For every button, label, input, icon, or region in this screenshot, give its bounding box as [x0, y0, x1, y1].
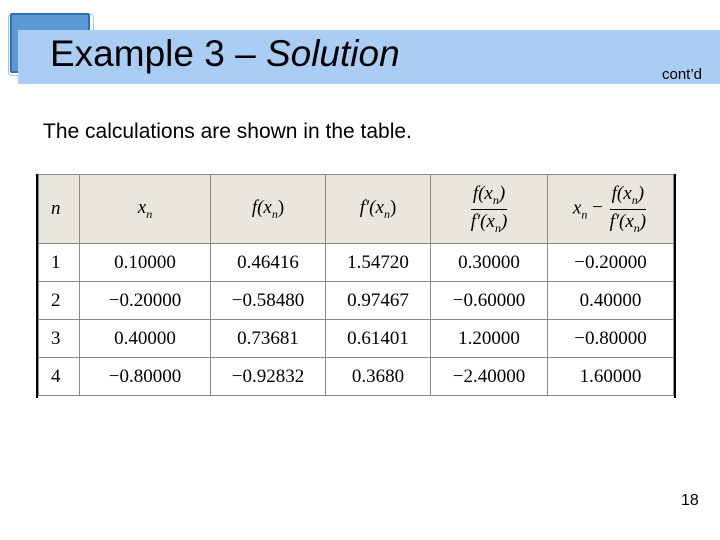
header-xn-sub: n: [146, 206, 153, 221]
nd-fp: f′(x: [609, 210, 634, 232]
title-italic: Solution: [265, 33, 400, 74]
cell-f: 0.73681: [211, 320, 326, 358]
cell-fprime: 1.54720: [326, 244, 431, 282]
calculation-table: [38, 174, 674, 396]
header-f: [211, 175, 326, 244]
cell-n: 2: [39, 282, 80, 320]
header-fp-text: f′(x: [359, 196, 384, 218]
header-f-sub: n: [271, 206, 278, 221]
next-x-fraction: [608, 183, 649, 236]
continued-label: cont’d: [662, 66, 703, 83]
table-row: [39, 358, 674, 396]
cell-next-x: −0.20000: [548, 244, 674, 282]
nd-paren: ): [639, 210, 647, 232]
quotient-denominator: [469, 210, 510, 236]
header-fprime: [326, 175, 431, 244]
cell-next-x: 1.60000: [548, 358, 674, 396]
cell-next-x: −0.80000: [548, 320, 674, 358]
header-f-text: f(x: [251, 196, 272, 218]
cell-n: 3: [39, 320, 80, 358]
page-number: 18: [681, 492, 699, 509]
cell-xn: −0.80000: [80, 358, 211, 396]
header-f-paren: ): [277, 196, 285, 218]
qn-f: f(x: [472, 182, 493, 204]
cell-f: 0.46416: [211, 244, 326, 282]
header-n-text: n: [51, 198, 61, 219]
cell-n: 4: [39, 358, 80, 396]
quotient-numerator: [471, 183, 507, 210]
qd-paren: ): [500, 210, 508, 232]
cell-xn: 0.10000: [80, 244, 211, 282]
qd-sub: n: [494, 220, 501, 235]
cell-f: −0.58480: [211, 282, 326, 320]
header-n: [39, 175, 80, 244]
cell-quotient: −0.60000: [431, 282, 548, 320]
cell-f: −0.92832: [211, 358, 326, 396]
slide-title: [50, 32, 400, 76]
header-quotient-fraction: [469, 183, 510, 236]
header-next-x: [548, 175, 674, 244]
nd-sub: n: [633, 220, 640, 235]
nn-f: f(x: [611, 182, 632, 204]
nn-paren: ): [637, 182, 645, 204]
nn-sub: n: [631, 192, 638, 207]
cell-xn: −0.20000: [80, 282, 211, 320]
header-fp-paren: ): [389, 196, 397, 218]
title-main: Example 3 –: [50, 33, 256, 74]
table-row: [39, 244, 674, 282]
newton-table: [36, 174, 676, 398]
qn-sub: n: [492, 192, 499, 207]
cell-n: 1: [39, 244, 80, 282]
header-xn-var: x: [137, 196, 147, 218]
cell-fprime: 0.97467: [326, 282, 431, 320]
next-x-var: x: [572, 197, 582, 219]
qd-fp: f′(x: [470, 210, 495, 232]
cell-xn: 0.40000: [80, 320, 211, 358]
cell-fprime: 0.61401: [326, 320, 431, 358]
table-header-row: [39, 175, 674, 244]
cell-quotient: 0.30000: [431, 244, 548, 282]
qn-paren: ): [498, 182, 506, 204]
next-x-denominator: [608, 210, 649, 236]
intro-text: The calculations are shown in the table.: [43, 120, 412, 143]
next-x-sub: n: [581, 207, 588, 222]
header-quotient: [431, 175, 548, 244]
next-x-numerator: [610, 183, 646, 210]
cell-quotient: 1.20000: [431, 320, 548, 358]
table-row: [39, 320, 674, 358]
header-xn: [80, 175, 211, 244]
header-fp-sub: n: [383, 206, 390, 221]
cell-next-x: 0.40000: [548, 282, 674, 320]
next-x-minus: −: [592, 197, 603, 219]
cell-fprime: 0.3680: [326, 358, 431, 396]
cell-quotient: −2.40000: [431, 358, 548, 396]
table-row: [39, 282, 674, 320]
